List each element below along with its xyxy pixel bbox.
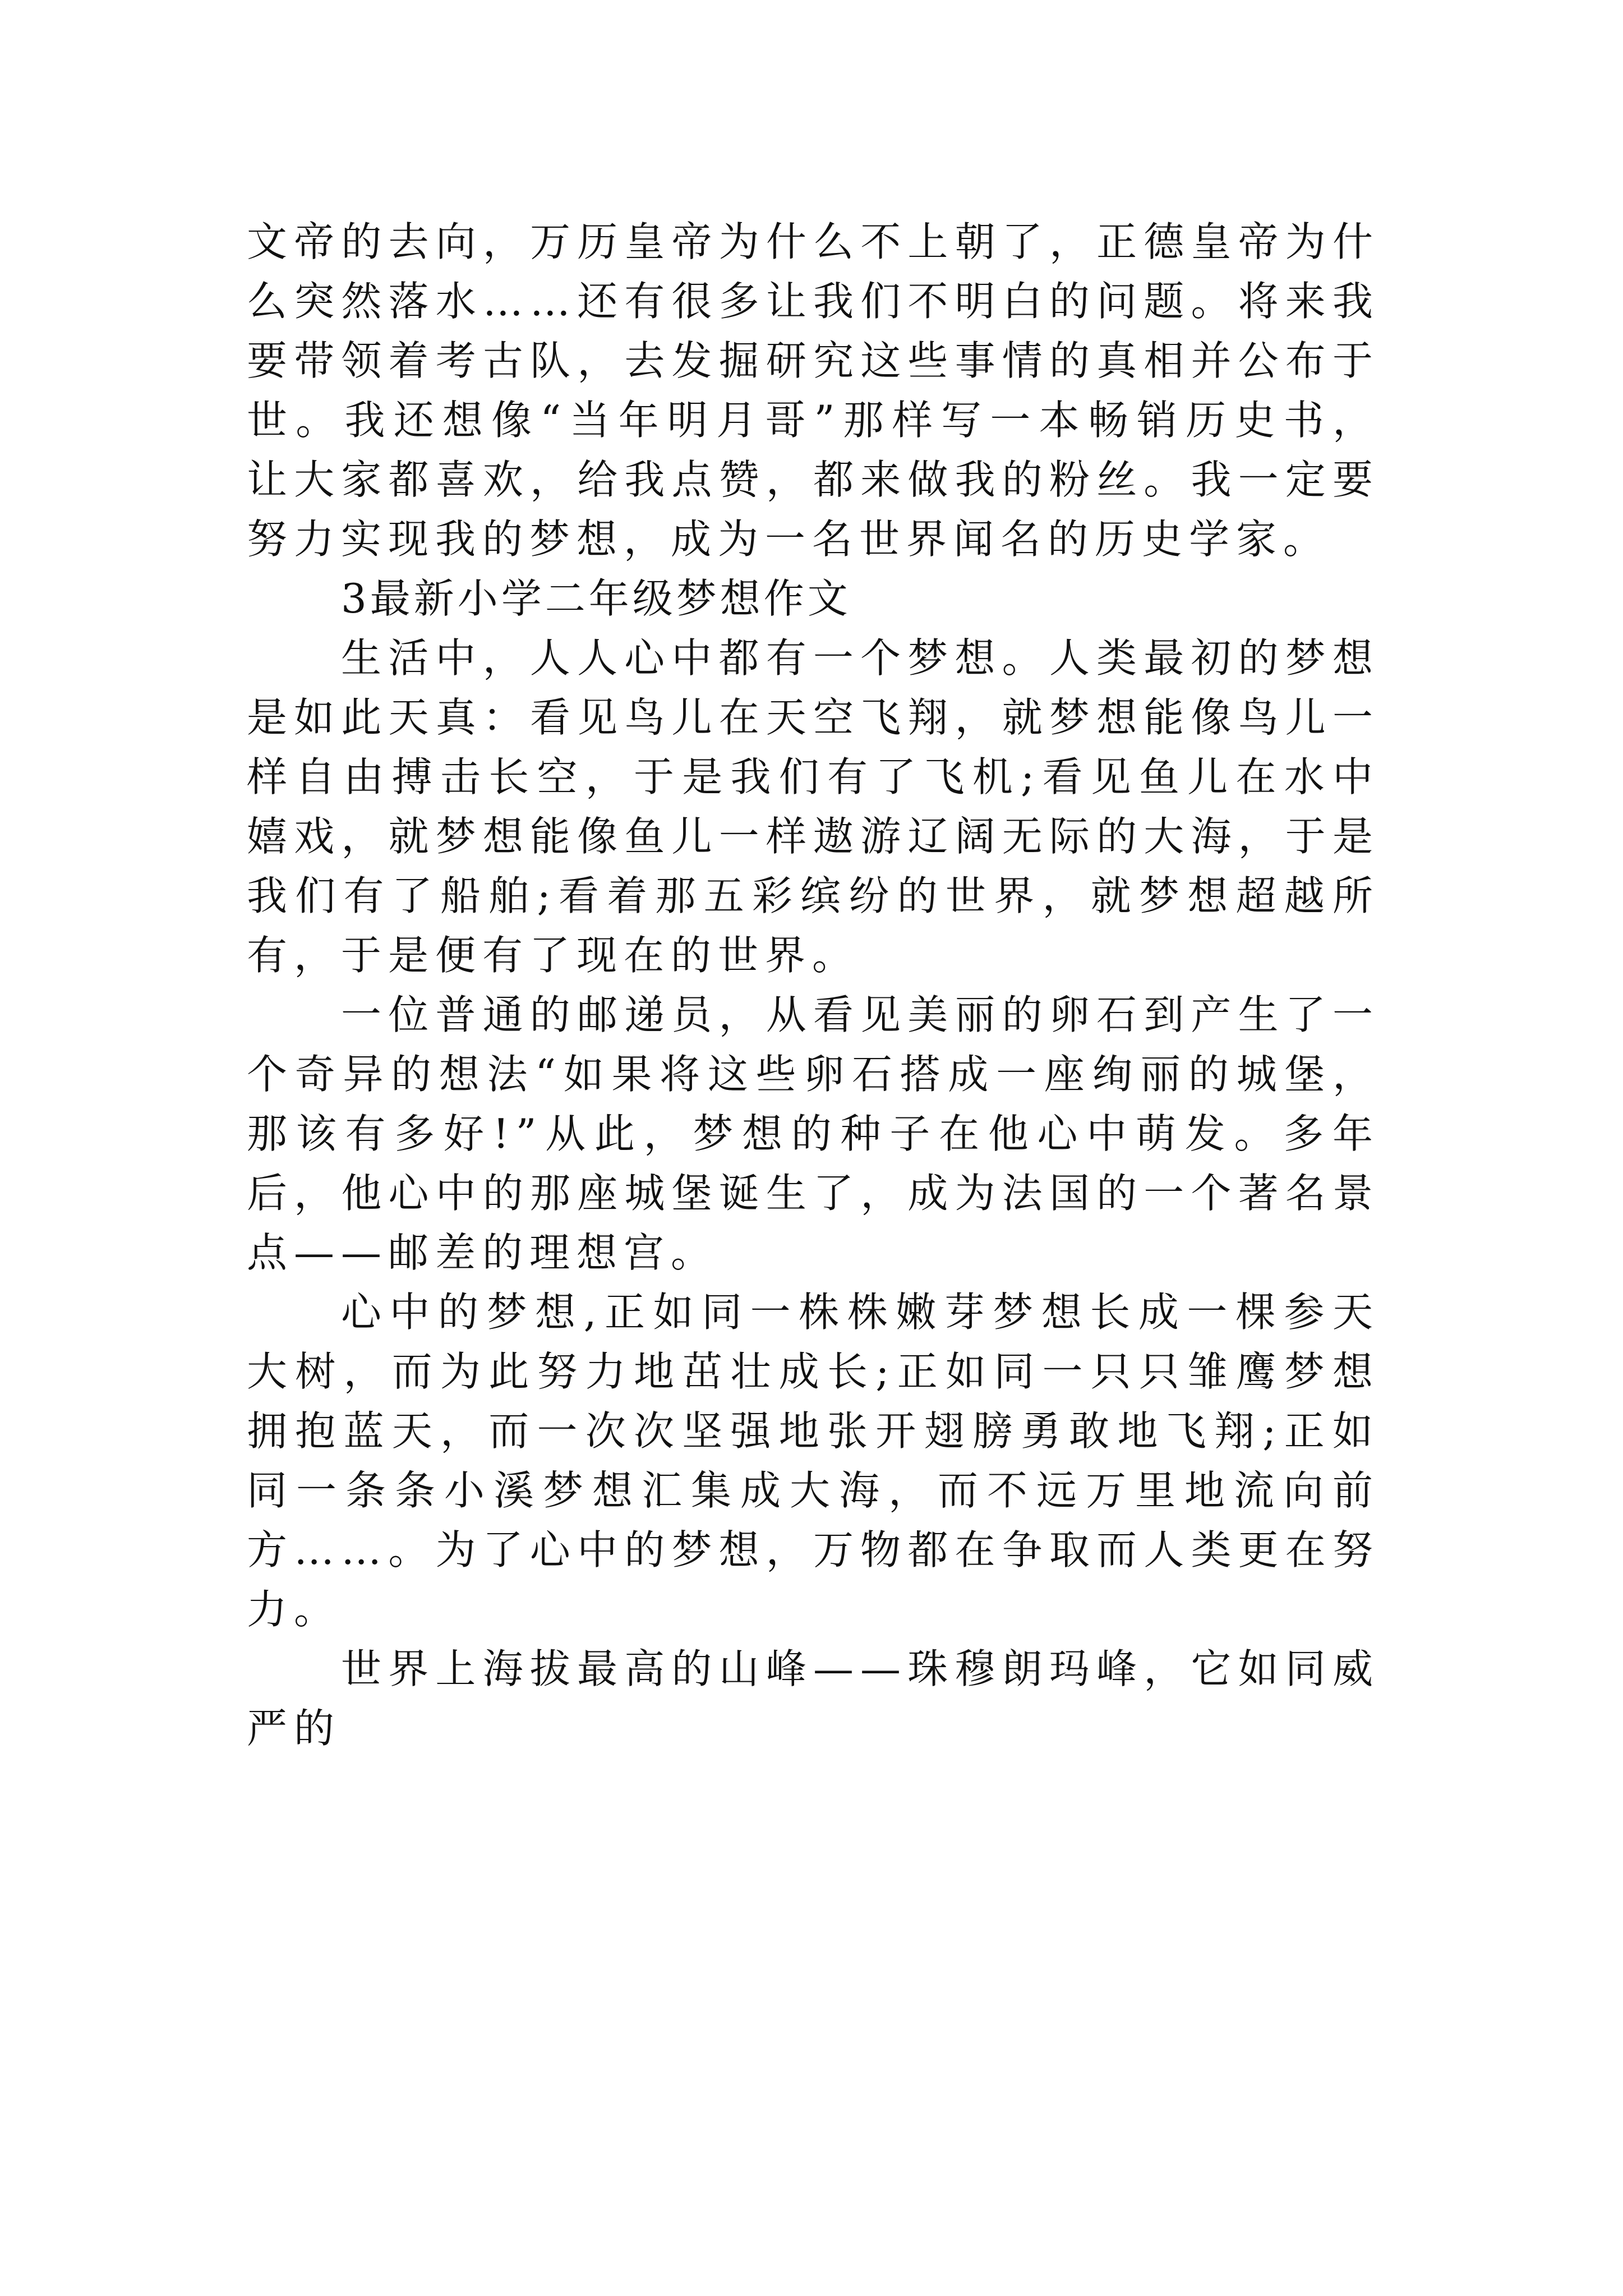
paragraph-2: 生活中，人人心中都有一个梦想。人类最初的梦想是如此天真：看见鸟儿在天空飞翔，就梦想能像鸟儿一样自由搏击长空，于是我们有了飞机;看见鱼儿在水中嬉戏，就梦想能像鱼儿一样遨游辽阔无际的大海，于是我们有了船舶;看着那五彩缤纷的世界，就梦想超越所有，于是便有了现在的世界。 (247, 634, 1380, 979)
section-heading: 3最新小学二年级梦想作文 (341, 575, 851, 622)
document-body (247, 212, 1380, 1758)
paragraph-5: 世界上海拔最高的山峰——珠穆朗玛峰，它如同威严的 (247, 1645, 1380, 1752)
paragraph-4: 心中的梦想,正如同一株株嫩芽梦想长成一棵参天大树，而为此努力地茁壮成长;正如同一只只雏鹰梦想拥抱蓝天，而一次次坚强地张开翅膀勇敢地飞翔;正如同一条条小溪梦想汇集成大海，而不远万里地流向前方……。为了心中的梦想，万物都在争取而人类更在努力。 (247, 1289, 1380, 1633)
paragraph-3: 一位普通的邮递员，从看见美丽的卵石到产生了一个奇异的想法“如果将这些卵石搭成一座绚丽的城堡，那该有多好!”从此，梦想的种子在他心中萌发。多年后，他心中的那座城堡诞生了，成为法国的一个著名景点——邮差的理想宫。 (247, 991, 1380, 1276)
paragraph-1: 文帝的去向，万历皇帝为什么不上朝了，正德皇帝为什么突然落水……还有很多让我们不明白的问题。将来我要带领着考古队，去发掘研究这些事情的真相并公布于世。我还想像“当年明月哥”那样写一本畅销历史书，让大家都喜欢，给我点赞，都来做我的粉丝。我一定要努力实现我的梦想，成为一名世界闻名的历史学家。 (247, 218, 1380, 563)
